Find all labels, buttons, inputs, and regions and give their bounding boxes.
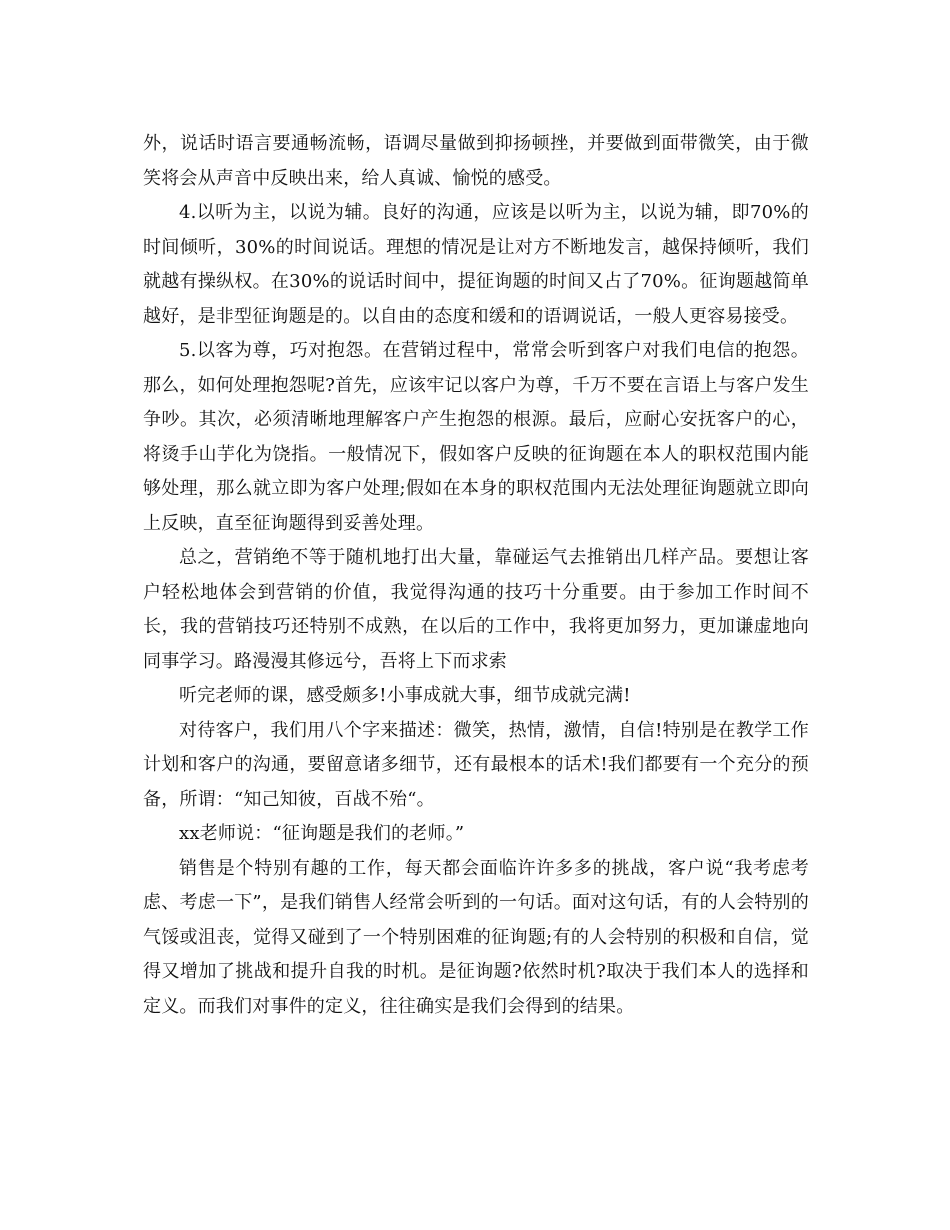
document-body [143, 127, 809, 1024]
paragraph-summary: 总之，营销绝不等于随机地打出大量，靠碰运气去推销出几样产品。要想让客户轻松地体会到营销的价值，我觉得沟通的技巧十分重要。由于参加工作时间不长，我的营销技巧还特别不成熟，在以后的工作中，我将更加努力，更加谦虚地向同事学习。路漫漫其修远兮，吾将上下而求索 [143, 547, 809, 672]
paragraph-teacher-quote: xx老师说：“征询题是我们的老师。” [179, 823, 465, 844]
paragraph-sales-challenge: 销售是个特别有趣的工作，每天都会面临许许多多的挑战，客户说“我考虑考虑、考虑一下”，是我们销售人经常会听到的一句话。面对这句话，有的人会特别的气馁或沮丧，觉得又碰到了一个特别困难的征询题;有的人会特别的积极和自信，觉得又增加了挑战和提升自我的时机。是征询题?依然时机?取决于我们本人的选择和定义。而我们对事件的定义，往往确实是我们会得到的结果。 [143, 857, 809, 1017]
paragraph-course-feedback: 听完老师的课，感受颇多!小事成就大事，细节成就完满! [179, 685, 631, 706]
paragraph-customer-attitude: 对待客户，我们用八个字来描述：微笑，热情，激情，自信!特别是在教学工作计划和客户的沟通，要留意诸多细节，还有最根本的话术!我们都要有一个充分的预备，所谓：“知己知彼，百战不殆“。 [143, 719, 809, 810]
paragraph-speaking-tone: 外，说话时语言要通畅流畅，语调尽量做到抑扬顿挫，并要做到面带微笑，由于微笑将会从声音中反映出来，给人真诚、愉悦的感受。 [143, 133, 809, 189]
paragraph-listen-first: 4.以听为主，以说为辅。良好的沟通，应该是以听为主，以说为辅，即70%的时间倾听，30%的时间说话。理想的情况是让对方不断地发言，越保持倾听，我们就越有操纵权。在30%的说话时间中，提征询题的时间又占了70%。征询题越简单越好，是非型征询题是的。以自由的态度和缓和的语调说话，一般人更容易接受。 [143, 202, 809, 327]
paragraph-handle-complaints: 5.以客为尊，巧对抱怨。在营销过程中，常常会听到客户对我们电信的抱怨。那么，如何处理抱怨呢?首先，应该牢记以客户为尊，千万不要在言语上与客户发生争吵。其次，必须清晰地理解客户产生抱怨的根源。最后，应耐心安抚客户的心，将烫手山芋化为饶指。一般情况下，假如客户反映的征询题在本人的职权范围内能够处理，那么就立即为客户处理;假如在本身的职权范围内无法处理征询题就立即向上反映，直至征询题得到妥善处理。 [143, 340, 809, 534]
